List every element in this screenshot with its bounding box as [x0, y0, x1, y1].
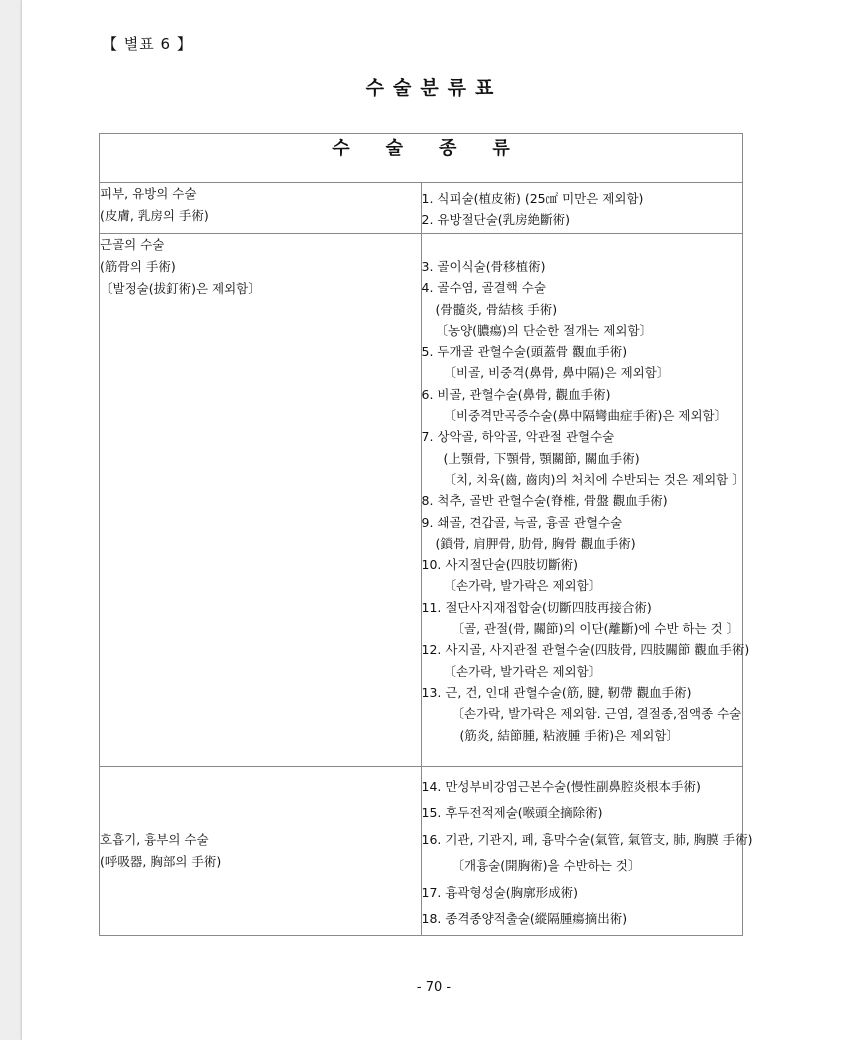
items-cell [421, 766, 753, 935]
table-row [100, 183, 743, 234]
category-line: 〔발정술(拔釘術)은 제외함〕 [100, 281, 261, 296]
annex-label: 【 별표 6 】 [102, 35, 193, 53]
surgery-item: 17. 흉곽형성술(胸廓形成術) [421, 884, 578, 900]
surgery-item: 6. 비골, 관혈수술(鼻骨, 觀血手術) [421, 386, 611, 402]
table-row [100, 766, 743, 935]
category-line: (呼吸器, 胸部의 手術) [100, 853, 222, 869]
surgery-item-note: 〔치, 치육(齒, 齒肉)의 처치에 수반되는 것은 제외함 〕 [443, 471, 745, 487]
surgery-item: 9. 쇄골, 견갑골, 늑골, 흉골 관혈수술 [421, 514, 623, 530]
surgery-item: 5. 두개골 관혈수술(頭蓋骨 觀血手術) [421, 344, 628, 360]
items-cell [421, 234, 750, 767]
category-cell [100, 234, 422, 767]
category-cell [100, 183, 422, 234]
document-title: 수술분류표 [365, 77, 503, 99]
category-line: 호흡기, 흉부의 수술 [100, 831, 209, 847]
surgery-item: 7. 상악골, 하악골, 악관절 관혈수술 [421, 429, 615, 445]
surgery-item-note: 〔골, 관절(骨, 關節)의 이단(離斷)에 수반 하는 것 〕 [451, 621, 740, 637]
category-line: (筋骨의 手術) [100, 259, 176, 274]
surgery-item-note: 〔비중격만곡증수술(鼻中隔彎曲症手術)은 제외함〕 [443, 408, 728, 424]
document-page [22, 0, 846, 1040]
table-header-row [100, 134, 743, 183]
surgery-item-note: (骨髓炎, 骨結核 手術) [435, 301, 558, 317]
surgery-item: 11. 절단사지재접합술(切斷四肢再接合術) [421, 599, 652, 615]
surgery-item: 4. 골수염, 골결핵 수술 [421, 280, 546, 296]
surgery-item: 18. 종격종양적출술(縱隔腫瘍摘出術) [421, 911, 628, 927]
category-line: 피부, 유방의 수술 [100, 186, 197, 201]
surgery-item: 3. 골이식술(骨移植術) [421, 259, 546, 274]
surgery-item: 1. 식피술(植皮術) (25㎠ 미만은 제외함) [421, 191, 644, 206]
surgery-item-note: 〔농양(膿瘍)의 단순한 절개는 제외함〕 [435, 322, 653, 338]
items-cell [421, 183, 743, 234]
surgery-item-note: (鎖骨, 肩胛骨, 肋骨, 胸骨 觀血手術) [435, 535, 636, 551]
table-row [100, 234, 743, 767]
surgery-item: 14. 만성부비강염근본수술(慢性副鼻腔炎根本手術) [421, 778, 701, 794]
category-cell [100, 766, 422, 935]
surgery-item-note: 〔손가락, 발가락은 제외함. 근염, 결절종,점액종 수술 [451, 706, 742, 722]
category-line: (皮膚, 乳房의 手術) [100, 208, 209, 223]
surgery-item-note: (筋炎, 結節腫, 粘液腫 手術)은 제외함〕 [459, 727, 679, 743]
surgery-classification-table [99, 133, 753, 936]
surgery-item-note: 〔손가락, 발가락은 제외함〕 [443, 663, 602, 679]
surgery-item: 12. 사지골, 사지관절 관혈수술(四肢骨, 四肢關節 觀血手術) [421, 642, 750, 658]
surgery-item: 2. 유방절단술(乳房絶斷術) [421, 212, 571, 227]
surgery-item: 15. 후두전적제술(喉頭全摘除術) [421, 805, 603, 821]
table-header: 수술종류 [100, 134, 743, 183]
surgery-item: 10. 사지절단술(四肢切斷術) [421, 557, 578, 573]
surgery-item-note: 〔손가락, 발가락은 제외함〕 [443, 578, 602, 594]
surgery-item-note: (上顎骨, 下顎骨, 顎關節, 關血手術) [443, 450, 640, 466]
surgery-item-note: 〔개흉술(開胸術)을 수반하는 것〕 [451, 858, 641, 874]
surgery-item-note: 〔비골, 비중격(鼻骨, 鼻中隔)은 제외함〕 [443, 365, 670, 381]
surgery-item: 16. 기관, 기관지, 폐, 흉막수술(氣管, 氣管支, 肺, 胸膜 手術) [421, 831, 753, 847]
surgery-item: 13. 근, 건, 인대 관혈수술(筋, 腱, 靭帶 觀血手術) [421, 684, 692, 700]
category-line: 근골의 수술 [100, 237, 165, 252]
page-number: - 70 - [416, 980, 452, 995]
surgery-item: 8. 척추, 골반 관혈수술(脊椎, 骨盤 觀血手術) [421, 493, 668, 509]
